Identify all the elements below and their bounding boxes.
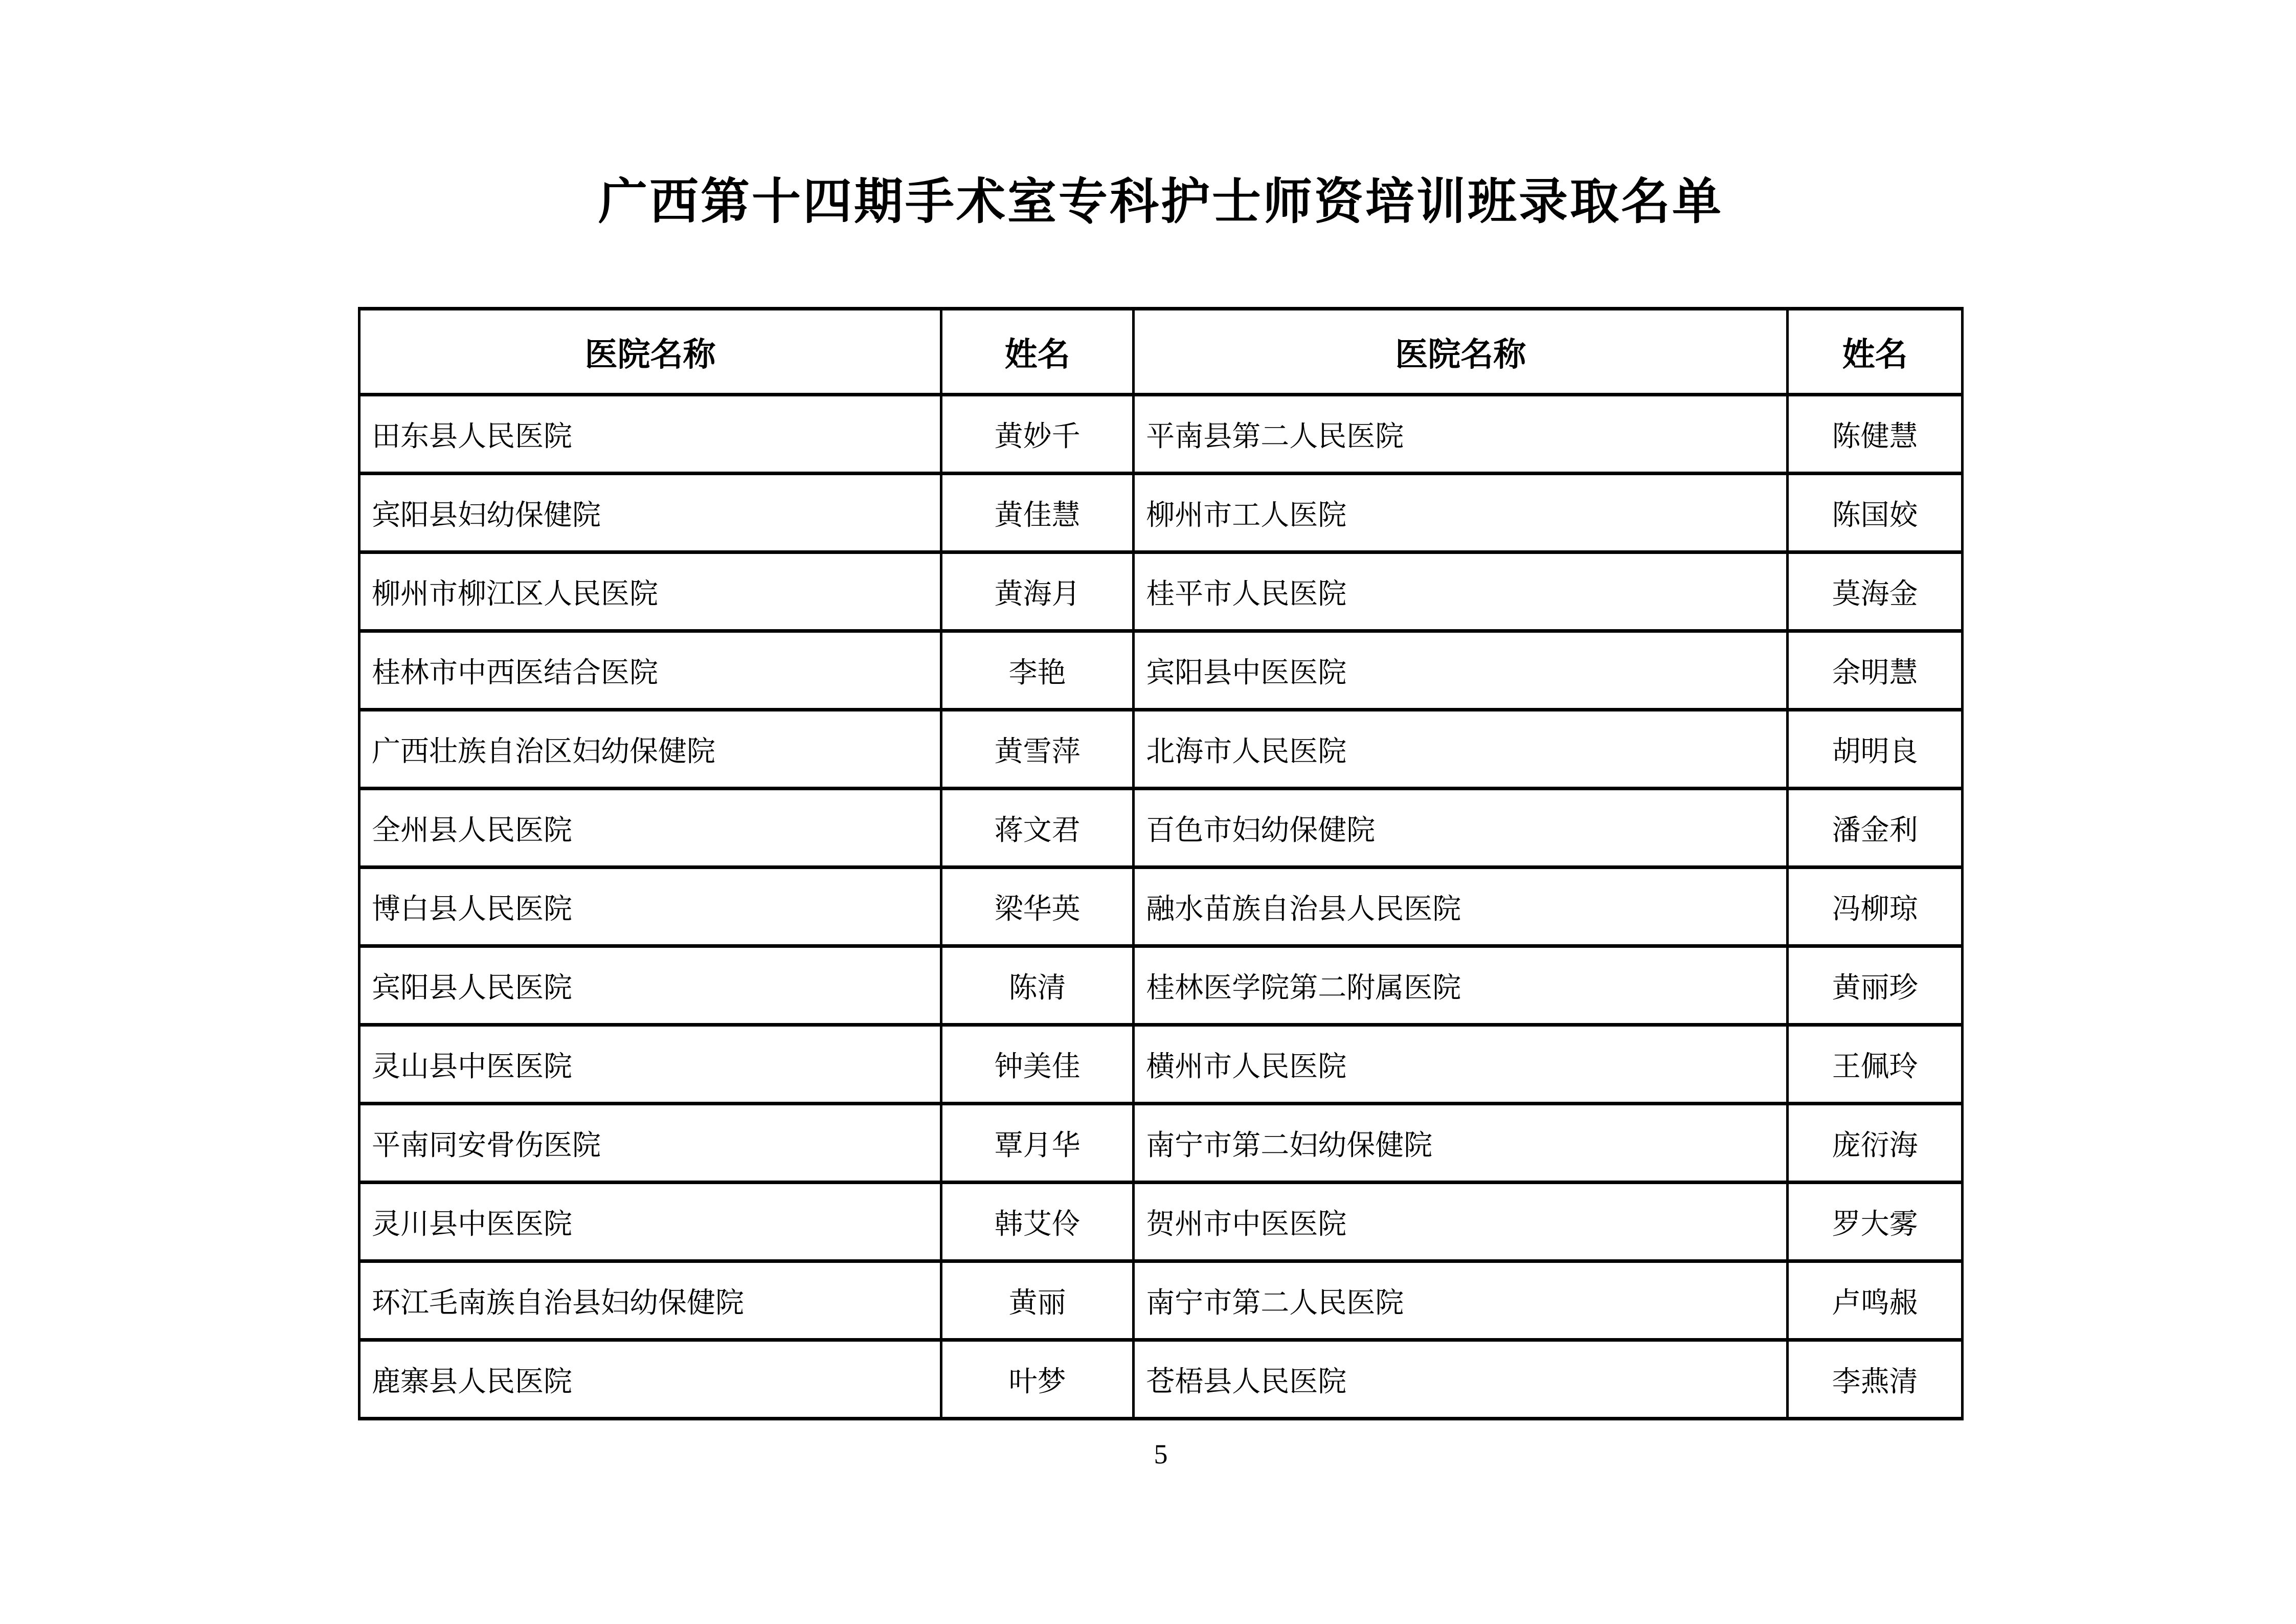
table-cell-name-right: 王佩玲 [1788,1025,1963,1104]
table-cell-name-left: 黄雪萍 [941,710,1134,789]
table-cell-hospital-left: 田东县人民医院 [359,395,941,474]
header-hospital-left: 医院名称 [359,309,941,395]
table-cell-name-right: 余明慧 [1788,631,1963,710]
header-hospital-right: 医院名称 [1134,309,1788,395]
table-cell-name-right: 冯柳琼 [1788,867,1963,946]
table-cell-name-right: 李燕清 [1788,1340,1963,1419]
table-cell-name-left: 覃月华 [941,1104,1134,1183]
header-name-right: 姓名 [1788,309,1963,395]
header-name-left: 姓名 [941,309,1134,395]
table-row [359,1104,1963,1183]
table-cell-name-right: 罗大雾 [1788,1183,1963,1261]
admission-roster-table [358,307,1964,1420]
table-cell-name-left: 韩艾伶 [941,1183,1134,1261]
table-cell-hospital-right: 柳州市工人医院 [1134,474,1788,552]
table-cell-name-left: 李艳 [941,631,1134,710]
table-cell-hospital-left: 灵川县中医医院 [359,1183,941,1261]
page-title: 广西第十四期手术室专科护士师资培训班录取名单 [598,174,1723,229]
table-cell-hospital-right: 贺州市中医医院 [1134,1183,1788,1261]
table-cell-hospital-right: 南宁市第二人民医院 [1134,1261,1788,1340]
table-cell-hospital-left: 环江毛南族自治县妇幼保健院 [359,1261,941,1340]
table-cell-hospital-left: 博白县人民医院 [359,867,941,946]
table-row [359,789,1963,867]
table-cell-name-left: 黄海月 [941,552,1134,631]
table-cell-name-right: 潘金利 [1788,789,1963,867]
table-row [359,1025,1963,1104]
table-cell-name-left: 叶梦 [941,1340,1134,1419]
table-cell-name-left: 陈清 [941,946,1134,1025]
table-cell-name-right: 胡明良 [1788,710,1963,789]
table-cell-hospital-right: 南宁市第二妇幼保健院 [1134,1104,1788,1183]
table-row [359,395,1963,474]
table-row [359,946,1963,1025]
table-row [359,631,1963,710]
table-row [359,1340,1963,1419]
table-cell-hospital-left: 宾阳县妇幼保健院 [359,474,941,552]
table-cell-hospital-left: 广西壮族自治区妇幼保健院 [359,710,941,789]
table-cell-name-left: 钟美佳 [941,1025,1134,1104]
table-cell-hospital-left: 宾阳县人民医院 [359,946,941,1025]
table-cell-name-right: 庞衍海 [1788,1104,1963,1183]
table-cell-hospital-left: 全州县人民医院 [359,789,941,867]
table-cell-hospital-right: 桂平市人民医院 [1134,552,1788,631]
table-row [359,710,1963,789]
table-cell-name-right: 卢鸣赧 [1788,1261,1963,1340]
table-cell-hospital-left: 平南同安骨伤医院 [359,1104,941,1183]
table-row [359,867,1963,946]
table-cell-hospital-left: 桂林市中西医结合医院 [359,631,941,710]
page-number: 5 [1154,1439,1168,1470]
table-cell-hospital-right: 苍梧县人民医院 [1134,1340,1788,1419]
table-cell-hospital-right: 宾阳县中医医院 [1134,631,1788,710]
table-cell-name-left: 梁华英 [941,867,1134,946]
table-cell-hospital-left: 灵山县中医医院 [359,1025,941,1104]
table-cell-name-right: 黄丽珍 [1788,946,1963,1025]
table-cell-hospital-right: 北海市人民医院 [1134,710,1788,789]
table-row [359,552,1963,631]
table-cell-name-left: 黄佳慧 [941,474,1134,552]
table-cell-name-right: 陈国姣 [1788,474,1963,552]
table-cell-name-right: 莫海金 [1788,552,1963,631]
table-cell-hospital-right: 融水苗族自治县人民医院 [1134,867,1788,946]
table-row [359,474,1963,552]
table-cell-name-left: 蒋文君 [941,789,1134,867]
table-cell-name-right: 陈健慧 [1788,395,1963,474]
table-cell-hospital-left: 鹿寨县人民医院 [359,1340,941,1419]
table-cell-name-left: 黄妙千 [941,395,1134,474]
table-row [359,1183,1963,1261]
table-cell-name-left: 黄丽 [941,1261,1134,1340]
table-cell-hospital-right: 横州市人民医院 [1134,1025,1788,1104]
table-cell-hospital-right: 百色市妇幼保健院 [1134,789,1788,867]
table-row [359,1261,1963,1340]
table-cell-hospital-left: 柳州市柳江区人民医院 [359,552,941,631]
table-header-row [359,309,1963,395]
table-cell-hospital-right: 平南县第二人民医院 [1134,395,1788,474]
table-cell-hospital-right: 桂林医学院第二附属医院 [1134,946,1788,1025]
